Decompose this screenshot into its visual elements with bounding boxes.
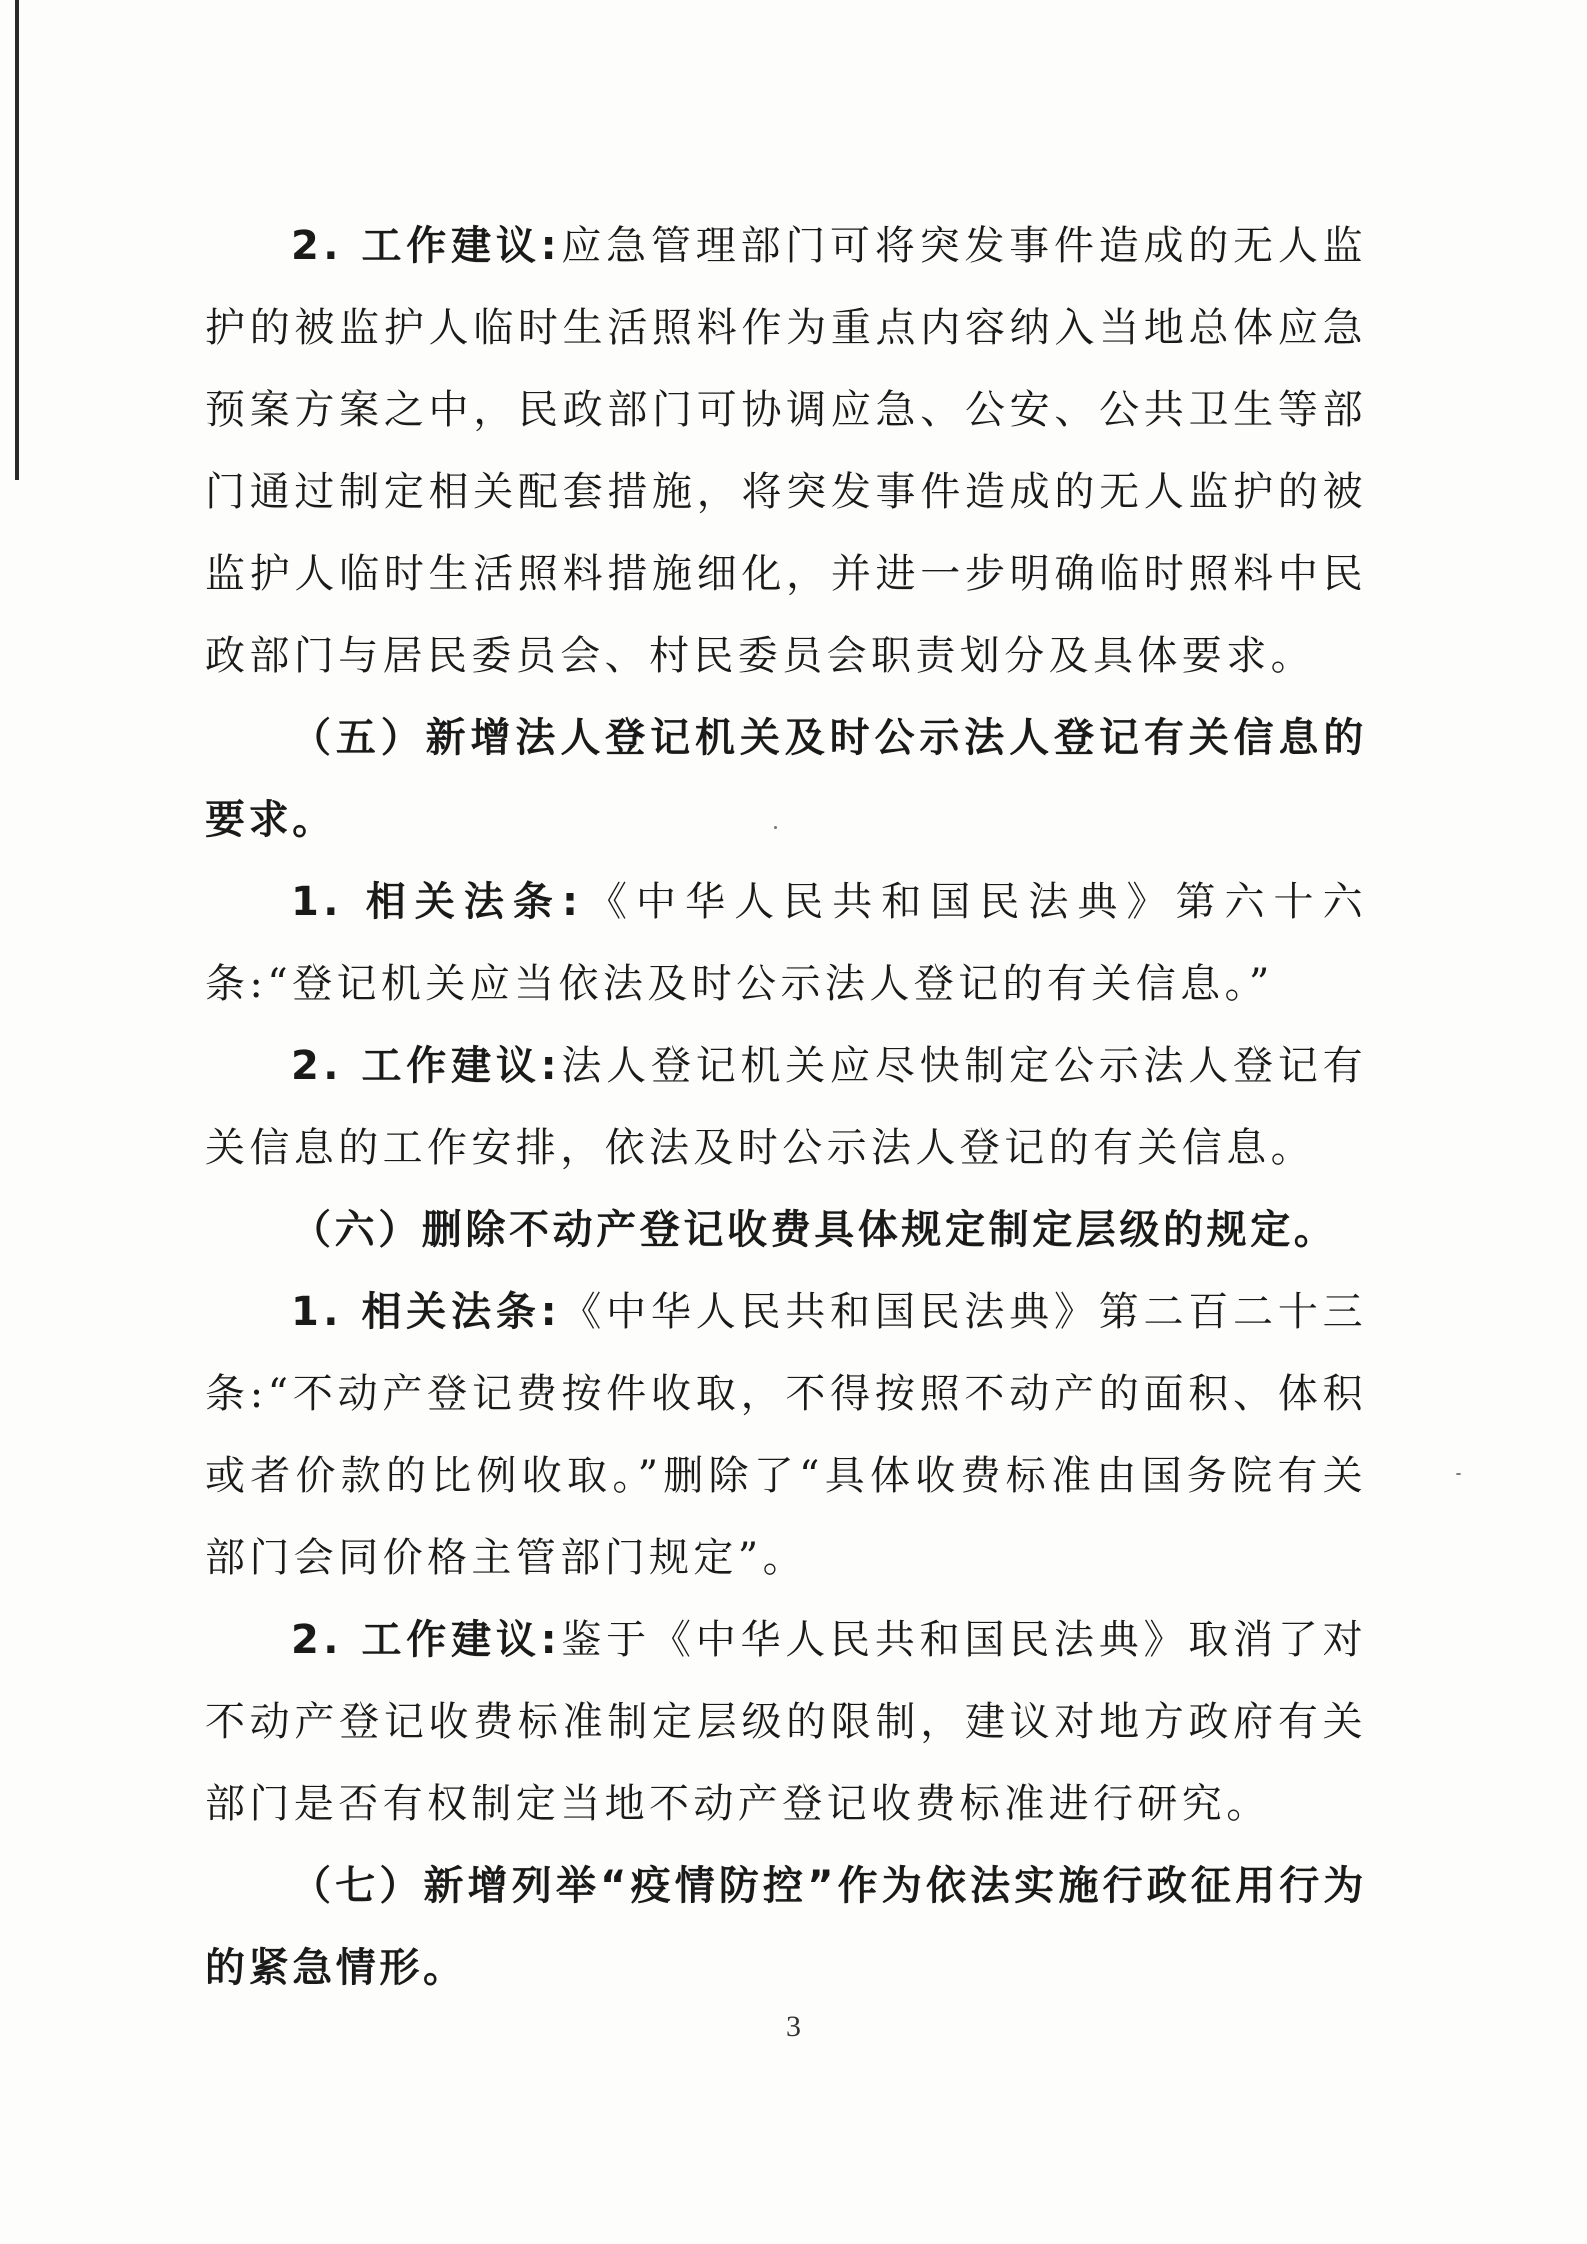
section-heading-7: （七）新增列举“疫情防控”作为依法实施行政征用行为的紧急情形。 (205, 1863, 1367, 1991)
section-heading-5: （五）新增法人登记机关及时公示法人登记有关信息的要求。 (205, 715, 1367, 843)
item-lead: 1. 相关法条: (291, 879, 583, 925)
section-heading-6: （六）删除不动产登记收费具体规定制定层级的规定。 (291, 1207, 1338, 1253)
item-text: 《中华人民共和国民法典》第六十六条:“登记机关应当依法及时公示法人登记的有关信息。” (205, 879, 1367, 1007)
item-lead: 2. 工作建议: (291, 223, 562, 269)
page-number: 3 (786, 2010, 801, 2043)
item-text: 法人登记机关应尽快制定公示法人登记有关信息的工作安排，依法及时公示法人登记的有关信息。 (205, 1043, 1367, 1171)
item-lead: 2. 工作建议: (291, 1617, 562, 1663)
document-body (205, 205, 1367, 2009)
paragraph-work-suggestion-3 (205, 1599, 1367, 1845)
item-text: 《中华人民共和国民法典》第二百二十三条:“不动产登记费按件收取，不得按照不动产的面积、体积或者价款的比例收取。”删除了“具体收费标准由国务院有关部门会同价格主管部门规定”。 (205, 1289, 1367, 1581)
item-text: 鉴于《中华人民共和国民法典》取消了对不动产登记收费标准制定层级的限制，建议对地方政府有关部门是否有权制定当地不动产登记收费标准进行研究。 (205, 1617, 1367, 1827)
item-lead: 2. 工作建议: (291, 1043, 562, 1089)
scan-speck (774, 826, 777, 829)
item-lead: 1. 相关法条: (291, 1289, 562, 1335)
paragraph-related-law-2 (205, 1271, 1367, 1599)
scan-speck (1456, 1473, 1461, 1475)
paragraph-related-law-1 (205, 861, 1367, 1025)
paragraph-work-suggestion-1 (205, 205, 1367, 697)
scan-edge-line (15, 0, 19, 480)
paragraph-work-suggestion-2 (205, 1025, 1367, 1189)
item-text: 应急管理部门可将突发事件造成的无人监护的被监护人临时生活照料作为重点内容纳入当地总体应急预案方案之中，民政部门可协调应急、公安、公共卫生等部门通过制定相关配套措施，将突发事件造成的无人监护的被监护人临时生活照料措施细化，并进一步明确临时照料中民政部门与居民委员会、村民委员会职责划分及具体要求。 (205, 223, 1367, 679)
